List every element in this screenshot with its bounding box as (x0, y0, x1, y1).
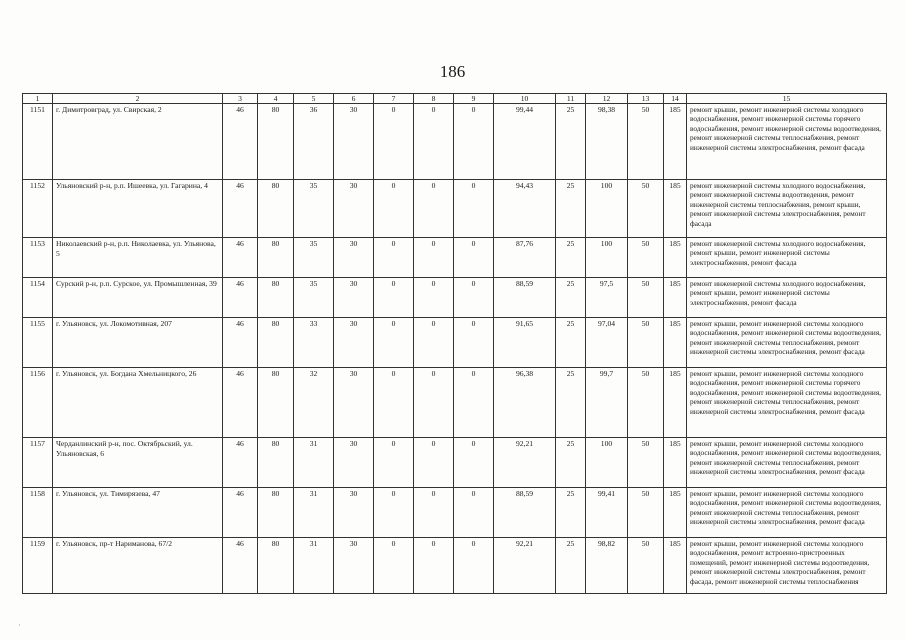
value-cell: 0 (374, 238, 414, 278)
works-cell: ремонт крыши, ремонт инженерной системы холодного водоснабжения, ремонт инженерной системы горячего водоснабжения, ремонт инженерной системы водоотведения, ремонт инженерной системы теплоснабжения, ремонт инженерной системы электроснабжения, ремонт фасада (687, 104, 887, 180)
value-cell: 185 (664, 104, 687, 180)
value-cell: 31 (294, 538, 334, 594)
value-cell: 80 (258, 104, 294, 180)
value-cell: 30 (334, 368, 374, 438)
value-cell: 80 (258, 238, 294, 278)
header-row (23, 94, 887, 104)
value-cell: 0 (414, 104, 454, 180)
row-number-cell: 1154 (23, 278, 53, 318)
value-cell: 92,21 (494, 438, 556, 488)
table-row (23, 238, 887, 278)
value-cell: 98,38 (586, 104, 628, 180)
address-cell: г. Ульяновск, ул. Локомотивная, 207 (53, 318, 223, 368)
value-cell: 32 (294, 368, 334, 438)
column-header: 7 (374, 94, 414, 104)
value-cell: 25 (556, 488, 586, 538)
value-cell: 46 (223, 538, 258, 594)
value-cell: 100 (586, 180, 628, 238)
row-number-cell: 1158 (23, 488, 53, 538)
row-number-cell: 1151 (23, 104, 53, 180)
value-cell: 80 (258, 180, 294, 238)
value-cell: 0 (454, 104, 494, 180)
value-cell: 0 (374, 438, 414, 488)
column-header: 15 (687, 94, 887, 104)
value-cell: 0 (374, 538, 414, 594)
value-cell: 99,7 (586, 368, 628, 438)
table-row (23, 368, 887, 438)
value-cell: 0 (454, 238, 494, 278)
value-cell: 25 (556, 104, 586, 180)
address-cell: г. Ульяновск, ул. Тимирязева, 47 (53, 488, 223, 538)
column-header: 12 (586, 94, 628, 104)
table-body (23, 104, 887, 594)
value-cell: 46 (223, 318, 258, 368)
value-cell: 80 (258, 488, 294, 538)
row-number-cell: 1156 (23, 368, 53, 438)
works-cell: ремонт крыши, ремонт инженерной системы холодного водоснабжения, ремонт встроенно-пристроенных помещений, ремонт инженерной системы водоотведения, ремонт инженерной системы электроснабжения, ремонт фасада, ремонт инженерной системы теплоснабжения (687, 538, 887, 594)
value-cell: 94,43 (494, 180, 556, 238)
value-cell: 30 (334, 180, 374, 238)
address-cell: Николаевский р-н, р.п. Николаевка, ул. Ульянова, 5 (53, 238, 223, 278)
value-cell: 25 (556, 438, 586, 488)
value-cell: 30 (334, 318, 374, 368)
column-header: 6 (334, 94, 374, 104)
row-number-cell: 1157 (23, 438, 53, 488)
value-cell: 50 (628, 488, 664, 538)
value-cell: 30 (334, 278, 374, 318)
value-cell: 0 (414, 180, 454, 238)
value-cell: 30 (334, 538, 374, 594)
value-cell: 80 (258, 438, 294, 488)
works-cell: ремонт инженерной системы холодного водоснабжения, ремонт крыши, ремонт инженерной системы электроснабжения, ремонт фасада (687, 278, 887, 318)
value-cell: 0 (414, 538, 454, 594)
value-cell: 33 (294, 318, 334, 368)
table-row (23, 438, 887, 488)
column-header: 11 (556, 94, 586, 104)
value-cell: 100 (586, 438, 628, 488)
value-cell: 46 (223, 438, 258, 488)
column-header: 8 (414, 94, 454, 104)
value-cell: 35 (294, 238, 334, 278)
value-cell: 0 (374, 180, 414, 238)
registry-table (22, 93, 887, 594)
table-row (23, 278, 887, 318)
row-number-cell: 1153 (23, 238, 53, 278)
value-cell: 50 (628, 180, 664, 238)
value-cell: 0 (454, 538, 494, 594)
value-cell: 185 (664, 438, 687, 488)
value-cell: 185 (664, 318, 687, 368)
scan-artifact: · (18, 620, 21, 630)
works-cell: ремонт инженерной системы холодного водоснабжения, ремонт инженерной системы водоотведения, ремонт инженерной системы теплоснабжения, ремонт крыши, ремонт инженерной системы электроснабжения, ремонт фасада (687, 180, 887, 238)
works-cell: ремонт крыши, ремонт инженерной системы холодного водоснабжения, ремонт инженерной системы водоотведения, ремонт инженерной системы теплоснабжения, ремонт инженерной системы электроснабжения, ремонт фасада (687, 438, 887, 488)
value-cell: 31 (294, 438, 334, 488)
address-cell: г. Ульяновск, пр-т Нариманова, 67/2 (53, 538, 223, 594)
value-cell: 0 (454, 278, 494, 318)
value-cell: 185 (664, 368, 687, 438)
value-cell: 185 (664, 238, 687, 278)
row-number-cell: 1159 (23, 538, 53, 594)
value-cell: 91,65 (494, 318, 556, 368)
column-header: 5 (294, 94, 334, 104)
value-cell: 96,38 (494, 368, 556, 438)
table-row (23, 318, 887, 368)
value-cell: 80 (258, 538, 294, 594)
value-cell: 0 (414, 278, 454, 318)
value-cell: 30 (334, 488, 374, 538)
value-cell: 0 (414, 368, 454, 438)
column-header: 14 (664, 94, 687, 104)
value-cell: 25 (556, 278, 586, 318)
column-header: 10 (494, 94, 556, 104)
value-cell: 35 (294, 278, 334, 318)
value-cell: 185 (664, 180, 687, 238)
column-header: 9 (454, 94, 494, 104)
value-cell: 50 (628, 278, 664, 318)
address-cell: г. Димитровград, ул. Свирская, 2 (53, 104, 223, 180)
value-cell: 46 (223, 238, 258, 278)
value-cell: 0 (454, 368, 494, 438)
value-cell: 31 (294, 488, 334, 538)
value-cell: 0 (454, 438, 494, 488)
table-row (23, 180, 887, 238)
value-cell: 0 (374, 488, 414, 538)
value-cell: 46 (223, 104, 258, 180)
value-cell: 36 (294, 104, 334, 180)
value-cell: 185 (664, 278, 687, 318)
row-number-cell: 1155 (23, 318, 53, 368)
value-cell: 80 (258, 318, 294, 368)
value-cell: 99,44 (494, 104, 556, 180)
value-cell: 46 (223, 180, 258, 238)
value-cell: 25 (556, 538, 586, 594)
value-cell: 25 (556, 368, 586, 438)
value-cell: 0 (374, 278, 414, 318)
value-cell: 50 (628, 318, 664, 368)
value-cell: 0 (454, 180, 494, 238)
table-row (23, 538, 887, 594)
column-header: 3 (223, 94, 258, 104)
value-cell: 0 (454, 488, 494, 538)
value-cell: 185 (664, 538, 687, 594)
value-cell: 0 (374, 368, 414, 438)
value-cell: 80 (258, 278, 294, 318)
address-cell: Черданлинский р-н, пос. Октябрьский, ул. Ульяновская, 6 (53, 438, 223, 488)
value-cell: 50 (628, 104, 664, 180)
value-cell: 88,59 (494, 278, 556, 318)
works-cell: ремонт крыши, ремонт инженерной системы холодного водоснабжения, ремонт инженерной системы горячего водоснабжения, ремонт инженерной системы водоотведения, ремонт инженерной системы теплоснабжения, ремонт инженерной системы электроснабжения, ремонт фасада (687, 368, 887, 438)
value-cell: 50 (628, 538, 664, 594)
value-cell: 0 (414, 238, 454, 278)
value-cell: 25 (556, 238, 586, 278)
value-cell: 87,76 (494, 238, 556, 278)
value-cell: 0 (414, 438, 454, 488)
page-number: 186 (439, 62, 466, 81)
column-header: 13 (628, 94, 664, 104)
value-cell: 25 (556, 180, 586, 238)
value-cell: 98,82 (586, 538, 628, 594)
value-cell: 0 (414, 488, 454, 538)
value-cell: 92,21 (494, 538, 556, 594)
value-cell: 0 (414, 318, 454, 368)
works-cell: ремонт крыши, ремонт инженерной системы холодного водоснабжения, ремонт инженерной системы водоотведения, ремонт инженерной системы теплоснабжения, ремонт инженерной системы электроснабжения, ремонт фасада (687, 318, 887, 368)
value-cell: 185 (664, 488, 687, 538)
value-cell: 46 (223, 488, 258, 538)
column-header: 4 (258, 94, 294, 104)
column-header: 2 (53, 94, 223, 104)
value-cell: 50 (628, 438, 664, 488)
address-cell: Сурский р-н, р.п. Сурское, ул. Промышленная, 39 (53, 278, 223, 318)
table-row (23, 488, 887, 538)
value-cell: 0 (454, 318, 494, 368)
address-cell: Ульяновский р-н, р.п. Ишеевка, ул. Гагарина, 4 (53, 180, 223, 238)
value-cell: 25 (556, 318, 586, 368)
value-cell: 50 (628, 238, 664, 278)
value-cell: 88,59 (494, 488, 556, 538)
column-header: 1 (23, 94, 53, 104)
value-cell: 50 (628, 368, 664, 438)
address-cell: г. Ульяновск, ул. Богдана Хмельницкого, 26 (53, 368, 223, 438)
table-row (23, 104, 887, 180)
value-cell: 100 (586, 238, 628, 278)
value-cell: 97,5 (586, 278, 628, 318)
value-cell: 46 (223, 368, 258, 438)
value-cell: 35 (294, 180, 334, 238)
value-cell: 0 (374, 318, 414, 368)
value-cell: 97,04 (586, 318, 628, 368)
value-cell: 80 (258, 368, 294, 438)
works-cell: ремонт инженерной системы холодного водоснабжения, ремонт крыши, ремонт инженерной системы электроснабжения, ремонт фасада (687, 238, 887, 278)
value-cell: 0 (374, 104, 414, 180)
value-cell: 30 (334, 238, 374, 278)
value-cell: 46 (223, 278, 258, 318)
value-cell: 30 (334, 438, 374, 488)
row-number-cell: 1152 (23, 180, 53, 238)
value-cell: 99,41 (586, 488, 628, 538)
works-cell: ремонт крыши, ремонт инженерной системы холодного водоснабжения, ремонт инженерной системы водоотведения, ремонт инженерной системы теплоснабжения, ремонт инженерной системы электроснабжения, ремонт фасада (687, 488, 887, 538)
value-cell: 30 (334, 104, 374, 180)
